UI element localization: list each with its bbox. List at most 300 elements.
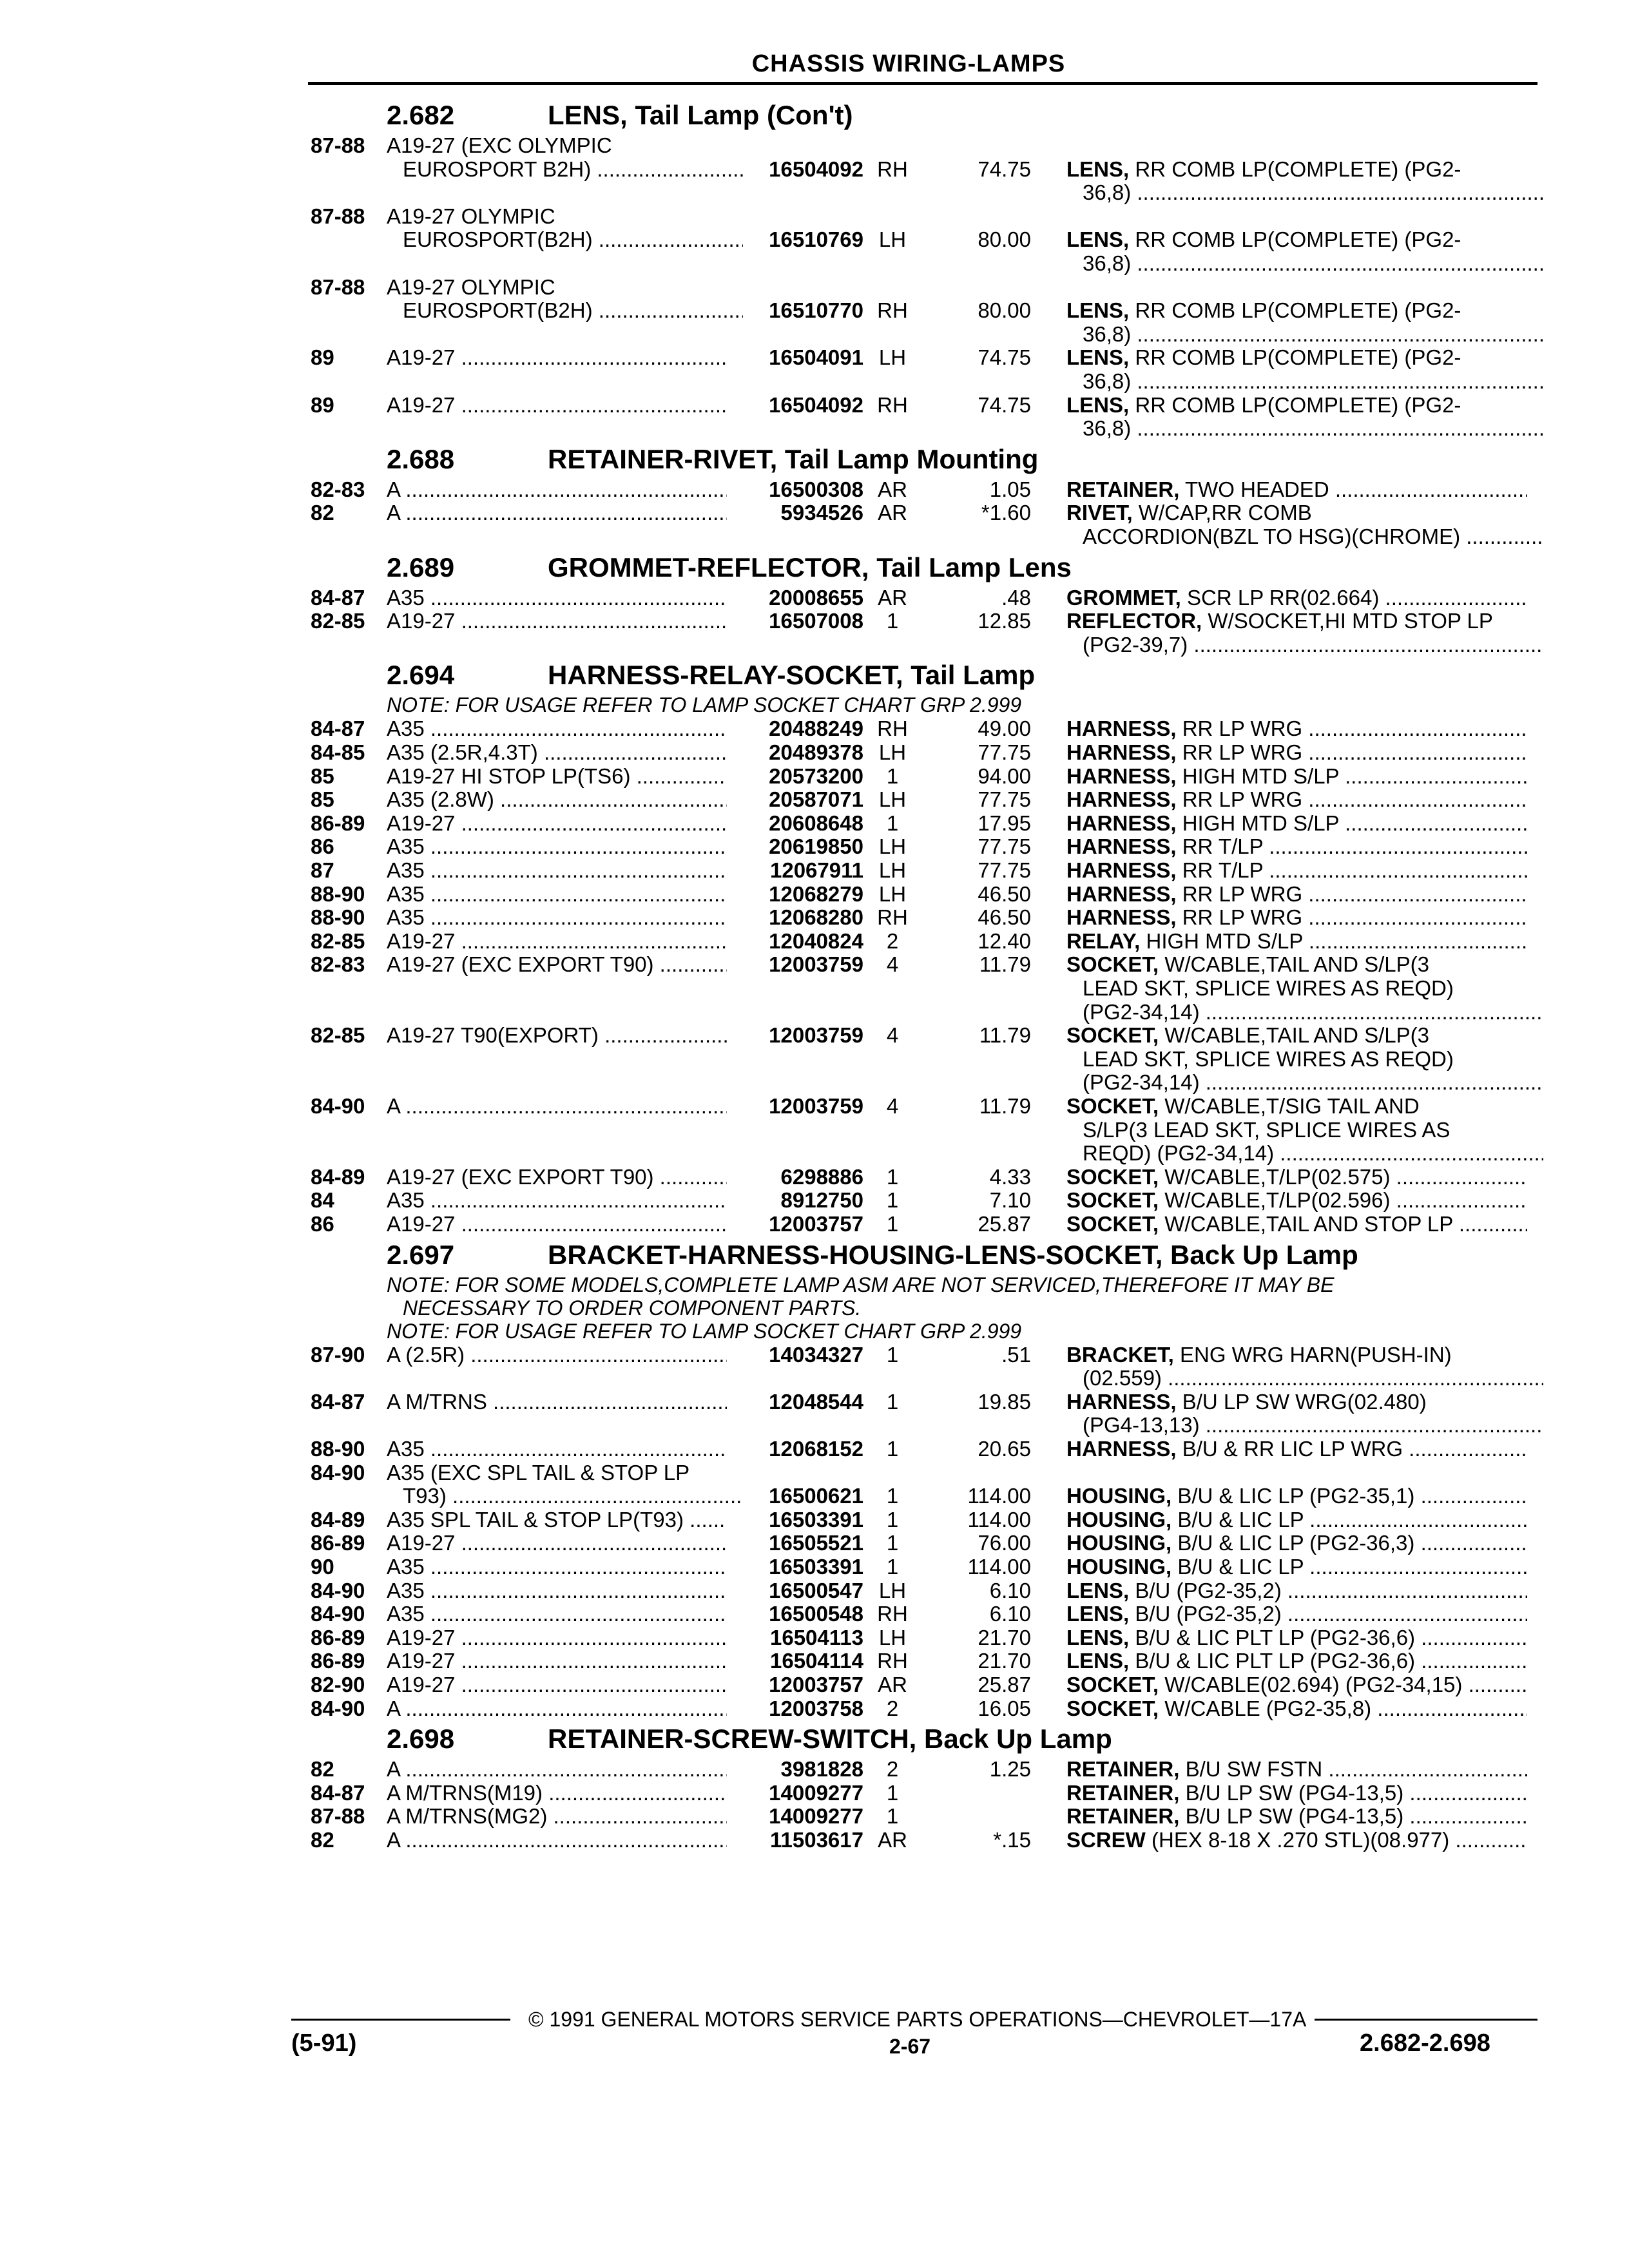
part-description: (PG2-34,14) ..... [1083, 1000, 1543, 1024]
list-price: .48 [1001, 585, 1031, 610]
quantity: 4 [886, 952, 899, 977]
list-price: 74.75 [978, 392, 1031, 417]
part-description: HARNESS, B/U & RR LIC LP WRG ..... [1066, 1437, 1527, 1461]
model-years: 84-90 [311, 1094, 365, 1118]
list-price: 25.87 [978, 1673, 1031, 1696]
footer-date: (5-91) [291, 2030, 357, 2057]
part-noun: SOCKET, [1066, 1164, 1159, 1189]
model-years: 87-88 [311, 204, 365, 228]
part-noun: GROMMET, [1066, 585, 1181, 610]
model-years: 82 [311, 1757, 334, 1782]
list-price: 77.75 [978, 787, 1031, 812]
list-price: 80.00 [978, 227, 1031, 252]
part-description: RETAINER, B/U SW FSTN ..... [1066, 1757, 1527, 1782]
list-price: 80.00 [978, 298, 1031, 323]
section-heading [387, 660, 1035, 691]
list-price: 25.87 [978, 1212, 1031, 1236]
part-description: LENS, RR COMB LP(COMPLETE) (PG2- [1066, 298, 1461, 323]
model-application: EUROSPORT(B2H) ..... [403, 298, 743, 323]
part-number: 20608648 [769, 811, 863, 835]
list-price: 4.33 [989, 1164, 1031, 1189]
quantity: RH [877, 905, 908, 930]
part-number: 16510770 [769, 298, 863, 323]
part-noun: HARNESS, [1066, 905, 1177, 930]
part-number: 16504092 [769, 157, 863, 181]
part-number: 12067911 [769, 858, 863, 882]
part-noun: HARNESS, [1066, 834, 1177, 859]
model-years: 86-89 [311, 1649, 365, 1673]
model-application: A35 (2.8W) ..... [387, 787, 727, 812]
part-number: 6298886 [780, 1164, 863, 1189]
section-heading [387, 1240, 1358, 1271]
part-number: 16504114 [769, 1649, 863, 1673]
part-number: 11503617 [769, 1828, 863, 1852]
list-price: 7.10 [989, 1188, 1031, 1213]
list-price: 76.00 [978, 1531, 1031, 1555]
quantity: 2 [886, 928, 899, 953]
list-price: 11.79 [979, 952, 1031, 977]
part-noun: LENS, [1066, 1649, 1130, 1673]
part-noun: REFLECTOR, [1066, 609, 1202, 633]
model-application: A19-27 ..... [387, 1649, 727, 1673]
part-description: BRACKET, ENG WRG HARN(PUSH-IN) [1066, 1342, 1452, 1367]
part-noun: RETAINER, [1066, 477, 1180, 501]
part-number: 16507008 [769, 609, 863, 633]
part-number: 12068279 [769, 881, 863, 906]
model-application: A19-27 ..... [387, 1212, 727, 1236]
model-years: 82-83 [311, 477, 365, 501]
section-title: HARNESS-RELAY-SOCKET, Tail Lamp [548, 660, 1036, 691]
quantity: LH [878, 345, 907, 370]
header-rule [308, 82, 1537, 85]
part-description: (02.559) ..... [1083, 1366, 1543, 1390]
part-noun: SOCKET, [1066, 1673, 1159, 1696]
model-application: A19-27 (EXC OLYMPIC [387, 133, 612, 157]
model-years: 84-89 [311, 1164, 365, 1189]
section-title: LENS, Tail Lamp (Con't) [548, 100, 853, 130]
part-description: LENS, RR COMB LP(COMPLETE) (PG2- [1066, 157, 1461, 181]
part-noun: HARNESS, [1066, 1389, 1177, 1414]
section-heading [387, 1724, 1112, 1754]
part-description: 36,8) ..... [1083, 251, 1543, 276]
quantity: 1 [886, 1780, 899, 1805]
quantity: LH [878, 834, 907, 859]
quantity: 1 [886, 1188, 899, 1213]
quantity: AR [878, 477, 907, 501]
model-application: A ..... [387, 1828, 727, 1852]
part-number: 14034327 [769, 1342, 863, 1367]
part-noun: BRACKET, [1066, 1342, 1174, 1367]
part-description: HARNESS, RR LP WRG ..... [1066, 716, 1527, 741]
quantity: RH [877, 1649, 908, 1673]
part-description: HOUSING, B/U & LIC LP ..... [1066, 1555, 1527, 1579]
part-description: HARNESS, RR LP WRG ..... [1066, 905, 1527, 930]
quantity: LH [878, 1625, 907, 1649]
part-noun: RETAINER, [1066, 1780, 1180, 1805]
model-years: 82 [311, 1828, 334, 1852]
model-years: 88-90 [311, 905, 365, 930]
model-application: A19-27 ..... [387, 1673, 727, 1697]
part-noun: HOUSING, [1066, 1484, 1172, 1508]
part-description: 36,8) ..... [1083, 180, 1543, 205]
part-description: HARNESS, HIGH MTD S/LP ..... [1066, 811, 1527, 836]
part-number: 12068152 [769, 1437, 863, 1461]
model-application: A35 ..... [387, 834, 727, 859]
section-number: 2.697 [387, 1239, 455, 1270]
part-noun: LENS, [1066, 298, 1130, 323]
model-years: 88-90 [311, 881, 365, 906]
model-application: A19-27 OLYMPIC [387, 274, 555, 299]
list-price: 114.00 [967, 1555, 1031, 1579]
model-application: A ..... [387, 501, 727, 525]
part-noun: LENS, [1066, 392, 1130, 417]
quantity: RH [877, 1602, 908, 1626]
model-application: A ..... [387, 1696, 727, 1721]
quantity: AR [878, 585, 907, 610]
quantity: AR [878, 501, 907, 525]
model-application: T93) ..... [403, 1484, 743, 1508]
model-years: 84-85 [311, 740, 365, 764]
list-price: 114.00 [967, 1484, 1031, 1508]
part-description: LENS, B/U (PG2-35,2) ..... [1066, 1602, 1527, 1626]
model-years: 87-88 [311, 1804, 365, 1829]
part-number: 12003758 [769, 1696, 863, 1720]
model-years: 82-85 [311, 1023, 365, 1048]
part-noun: LENS, [1066, 1602, 1130, 1626]
model-years: 86-89 [311, 1625, 365, 1649]
part-noun: HOUSING, [1066, 1555, 1172, 1579]
part-description: LENS, RR COMB LP(COMPLETE) (PG2- [1066, 227, 1461, 252]
quantity: LH [878, 740, 907, 764]
model-years: 89 [311, 392, 334, 417]
model-application: A35 ..... [387, 1555, 727, 1579]
model-years: 84-89 [311, 1507, 365, 1532]
part-description: REFLECTOR, W/SOCKET,HI MTD STOP LP [1066, 609, 1493, 633]
list-price: 77.75 [978, 740, 1031, 764]
part-number: 5934526 [780, 501, 863, 525]
model-application: A ..... [387, 1757, 727, 1782]
section-number: 2.694 [387, 660, 455, 691]
list-price: 11.79 [979, 1023, 1031, 1048]
part-description: (PG2-39,7) ..... [1083, 633, 1543, 657]
model-years: 87-90 [311, 1342, 365, 1367]
list-price: 49.00 [978, 716, 1031, 741]
part-number: 16503391 [769, 1555, 863, 1579]
model-years: 84-90 [311, 1578, 365, 1602]
model-years: 87-88 [311, 133, 365, 157]
model-years: 88-90 [311, 1437, 365, 1461]
model-years: 86-89 [311, 811, 365, 835]
model-years: 84-90 [311, 1460, 365, 1485]
part-number: 16504113 [769, 1625, 863, 1649]
section-note: NOTE: FOR SOME MODELS,COMPLETE LAMP ASM ARE NOT SERVICED,THEREFORE IT MAY BE [387, 1273, 1335, 1296]
part-noun: HARNESS, [1066, 740, 1177, 764]
part-description: RELAY, HIGH MTD S/LP ..... [1066, 929, 1527, 954]
part-noun: HARNESS, [1066, 716, 1177, 741]
part-description: SOCKET, W/CABLE,T/LP(02.575) ..... [1066, 1165, 1527, 1189]
model-application: EUROSPORT B2H) ..... [403, 157, 743, 182]
model-years: 85 [311, 764, 334, 788]
part-description: SCREW (HEX 8-18 X .270 STL)(08.977) ..... [1066, 1828, 1527, 1852]
part-number: 16500621 [769, 1484, 863, 1508]
model-application: A35 ..... [387, 1437, 727, 1461]
model-application: A19-27 OLYMPIC [387, 204, 555, 228]
list-price: 17.95 [978, 811, 1031, 835]
part-description: HARNESS, RR LP WRG ..... [1066, 787, 1527, 812]
part-description: LENS, B/U & LIC PLT LP (PG2-36,6) ..... [1066, 1626, 1527, 1650]
model-application: A35 ..... [387, 1602, 727, 1626]
model-years: 87 [311, 858, 334, 882]
part-description: HOUSING, B/U & LIC LP (PG2-36,3) ..... [1066, 1531, 1527, 1555]
part-noun: SOCKET, [1066, 1023, 1159, 1048]
model-application: A M/TRNS ..... [387, 1390, 727, 1414]
part-number: 16500548 [769, 1602, 863, 1626]
part-noun: SOCKET, [1066, 952, 1159, 977]
section-number: 2.689 [387, 552, 455, 582]
quantity: AR [878, 1828, 907, 1852]
section-number: 2.682 [387, 100, 455, 130]
part-description: SOCKET, W/CABLE,TAIL AND S/LP(3 [1066, 952, 1429, 977]
quantity: LH [878, 858, 907, 882]
model-application: A19-27 ..... [387, 811, 727, 836]
part-description: HARNESS, B/U LP SW WRG(02.480) [1066, 1389, 1427, 1414]
part-number: 16504092 [769, 392, 863, 417]
part-number: 20488249 [769, 716, 863, 741]
quantity: RH [877, 716, 908, 741]
part-noun: HARNESS, [1066, 858, 1177, 882]
part-number: 12048544 [769, 1389, 863, 1414]
part-number: 14009277 [769, 1804, 863, 1829]
model-application: A35 ..... [387, 586, 727, 610]
part-noun: SOCKET, [1066, 1188, 1159, 1213]
section-note: NOTE: FOR USAGE REFER TO LAMP SOCKET CHART GRP 2.999 [387, 693, 1022, 717]
model-years: 82-83 [311, 952, 365, 977]
model-years: 89 [311, 345, 334, 370]
part-description: SOCKET, W/CABLE,TAIL AND STOP LP ..... [1066, 1212, 1527, 1236]
model-years: 84-87 [311, 585, 365, 610]
part-noun: HOUSING, [1066, 1531, 1172, 1555]
part-description: HARNESS, RR LP WRG ..... [1066, 740, 1527, 765]
model-years: 82 [311, 501, 334, 525]
list-price: 20.65 [978, 1437, 1031, 1461]
part-description: 36,8) ..... [1083, 322, 1543, 347]
list-price: 114.00 [967, 1507, 1031, 1532]
quantity: 4 [886, 1023, 899, 1048]
list-price: 46.50 [978, 881, 1031, 906]
list-price: 16.05 [978, 1696, 1031, 1720]
part-number: 16503391 [769, 1507, 863, 1532]
part-number: 20573200 [769, 764, 863, 788]
quantity: LH [878, 1578, 907, 1602]
quantity: 2 [886, 1757, 899, 1782]
list-price: 1.25 [989, 1757, 1031, 1782]
part-number: 12003759 [769, 952, 863, 977]
quantity: RH [877, 392, 908, 417]
model-application: A M/TRNS(M19) ..... [387, 1781, 727, 1805]
part-number: 14009277 [769, 1780, 863, 1805]
list-price: 21.70 [978, 1649, 1031, 1673]
model-years: 84-87 [311, 1389, 365, 1414]
model-application: A19-27 ..... [387, 1531, 727, 1555]
model-application: A19-27 T90(EXPORT) ..... [387, 1023, 727, 1048]
section-heading [387, 100, 853, 131]
section-note: NECESSARY TO ORDER COMPONENT PARTS. [403, 1296, 862, 1320]
list-price: 77.75 [978, 858, 1031, 882]
model-years: 86 [311, 1212, 334, 1236]
model-application: A19-27 ..... [387, 393, 727, 418]
model-application: A35 ..... [387, 1579, 727, 1603]
quantity: 1 [886, 1212, 899, 1236]
list-price: 1.05 [989, 477, 1031, 501]
page-title: CHASSIS WIRING-LAMPS [751, 50, 1066, 77]
part-number: 12003757 [769, 1212, 863, 1236]
model-application: A (2.5R) ..... [387, 1343, 727, 1367]
part-description: HARNESS, HIGH MTD S/LP ..... [1066, 764, 1527, 789]
model-application: A19-27 HI STOP LP(TS6) ..... [387, 764, 727, 789]
part-number: 16500308 [769, 477, 863, 501]
part-description: SOCKET, W/CABLE (PG2-35,8) ..... [1066, 1696, 1527, 1721]
model-application: A35 ..... [387, 905, 727, 930]
part-noun: LENS, [1066, 227, 1130, 252]
model-application: A19-27 (EXC EXPORT T90) ..... [387, 1165, 727, 1189]
part-description: SOCKET, W/CABLE,TAIL AND S/LP(3 [1066, 1023, 1429, 1048]
part-description: SOCKET, W/CABLE(02.694) (PG2-34,15) ..... [1066, 1673, 1527, 1697]
part-noun: LENS, [1066, 1625, 1130, 1649]
part-description: 36,8) ..... [1083, 416, 1543, 441]
part-noun: HARNESS, [1066, 787, 1177, 812]
part-description: LENS, B/U (PG2-35,2) ..... [1066, 1579, 1527, 1603]
quantity: AR [878, 1673, 907, 1696]
part-noun: RETAINER, [1066, 1757, 1180, 1782]
section-number: 2.698 [387, 1724, 455, 1754]
model-years: 82-90 [311, 1673, 365, 1696]
model-application: EUROSPORT(B2H) ..... [403, 227, 743, 252]
list-price: 77.75 [978, 834, 1031, 859]
model-application: A35 SPL TAIL & STOP LP(T93) ..... [387, 1508, 727, 1532]
model-years: 84-87 [311, 1780, 365, 1805]
quantity: 1 [886, 609, 899, 633]
part-number: 20587071 [769, 787, 863, 812]
part-noun: LENS, [1066, 345, 1130, 370]
list-price: 11.79 [979, 1094, 1031, 1118]
part-number: 20489378 [769, 740, 863, 764]
part-number: 12003759 [769, 1094, 863, 1118]
list-price: *.15 [993, 1828, 1031, 1852]
model-application: A19-27 ..... [387, 1626, 727, 1650]
footer-group-range: 2.682-2.698 [1360, 2030, 1490, 2057]
quantity: 1 [886, 1389, 899, 1414]
part-description: HARNESS, RR T/LP ..... [1066, 858, 1527, 883]
quantity: 1 [886, 764, 899, 788]
part-number: 16510769 [769, 227, 863, 252]
quantity: 1 [886, 1531, 899, 1555]
part-description: (PG4-13,13) ..... [1083, 1413, 1543, 1437]
footer-page-number: 2-67 [889, 2035, 931, 2058]
list-price: 6.10 [989, 1578, 1031, 1602]
part-noun: HARNESS, [1066, 764, 1177, 788]
part-number: 12003757 [769, 1673, 863, 1696]
model-application: A19-27 (EXC EXPORT T90) ..... [387, 952, 727, 977]
quantity: 1 [886, 1342, 899, 1367]
part-description: RETAINER, B/U LP SW (PG4-13,5) ..... [1066, 1804, 1527, 1829]
quantity: 1 [886, 1484, 899, 1508]
part-description: HOUSING, B/U & LIC LP ..... [1066, 1508, 1527, 1532]
part-noun: HOUSING, [1066, 1507, 1172, 1532]
model-years: 84 [311, 1188, 334, 1213]
quantity: RH [877, 157, 908, 181]
quantity: 1 [886, 1507, 899, 1532]
list-price: 6.10 [989, 1602, 1031, 1626]
quantity: 1 [886, 1555, 899, 1579]
part-noun: RELAY, [1066, 928, 1141, 953]
list-price: 94.00 [978, 764, 1031, 788]
quantity: 1 [886, 1164, 899, 1189]
model-application: A19-27 ..... [387, 929, 727, 954]
quantity: 2 [886, 1696, 899, 1720]
list-price: *1.60 [981, 501, 1031, 525]
part-description: SOCKET, W/CABLE,T/SIG TAIL AND [1066, 1094, 1420, 1118]
list-price: 74.75 [978, 157, 1031, 181]
part-description: RIVET, W/CAP,RR COMB [1066, 501, 1312, 525]
model-years: 86 [311, 834, 334, 859]
part-number: 12040824 [769, 928, 863, 953]
part-description: GROMMET, SCR LP RR(02.664) ..... [1066, 586, 1527, 610]
section-number: 2.688 [387, 443, 455, 474]
part-noun: SOCKET, [1066, 1094, 1159, 1118]
model-application: A35 (EXC SPL TAIL & STOP LP [387, 1460, 690, 1485]
part-number: 12003759 [769, 1023, 863, 1048]
footer-rule-left [291, 2019, 510, 2021]
quantity: LH [878, 881, 907, 906]
part-description: LEAD SKT, SPLICE WIRES AS REQD) [1083, 1046, 1454, 1071]
part-number: 16500547 [769, 1578, 863, 1602]
part-description: 36,8) ..... [1083, 369, 1543, 394]
part-description: ACCORDION(BZL TO HSG)(CHROME) ..... [1083, 524, 1543, 549]
list-price: .51 [1001, 1342, 1031, 1367]
part-description: S/LP(3 LEAD SKT, SPLICE WIRES AS [1083, 1117, 1451, 1142]
part-noun: LENS, [1066, 157, 1130, 181]
list-price: 46.50 [978, 905, 1031, 930]
footer-rule-right [1315, 2019, 1537, 2021]
part-description: LENS, RR COMB LP(COMPLETE) (PG2- [1066, 345, 1461, 370]
section-title: GROMMET-REFLECTOR, Tail Lamp Lens [548, 552, 1072, 582]
part-description: RETAINER, B/U LP SW (PG4-13,5) ..... [1066, 1781, 1527, 1805]
part-noun: SOCKET, [1066, 1696, 1159, 1720]
quantity: 4 [886, 1094, 899, 1118]
quantity: 1 [886, 1437, 899, 1461]
quantity: RH [877, 298, 908, 323]
model-years: 87-88 [311, 274, 365, 299]
model-application: A ..... [387, 477, 727, 502]
part-noun: RIVET, [1066, 501, 1133, 525]
footer-copyright: © 1991 GENERAL MOTORS SERVICE PARTS OPERATIONS—CHEVROLET—17A [528, 2008, 1307, 2031]
part-noun: SCREW [1066, 1828, 1146, 1852]
model-years: 86-89 [311, 1531, 365, 1555]
part-number: 3981828 [780, 1757, 863, 1782]
model-years: 82-85 [311, 609, 365, 633]
part-description: HARNESS, RR T/LP ..... [1066, 834, 1527, 859]
model-years: 90 [311, 1555, 334, 1579]
part-description: HOUSING, B/U & LIC LP (PG2-35,1) ..... [1066, 1484, 1527, 1508]
part-number: 20008655 [769, 585, 863, 610]
part-number: 20619850 [769, 834, 863, 859]
quantity: LH [878, 227, 907, 252]
section-note: NOTE: FOR USAGE REFER TO LAMP SOCKET CHART GRP 2.999 [387, 1319, 1022, 1343]
section-title: BRACKET-HARNESS-HOUSING-LENS-SOCKET, Back Up Lamp [548, 1239, 1358, 1270]
section-title: RETAINER-RIVET, Tail Lamp Mounting [548, 443, 1039, 474]
list-price: 21.70 [978, 1625, 1031, 1649]
quantity: 1 [886, 811, 899, 835]
